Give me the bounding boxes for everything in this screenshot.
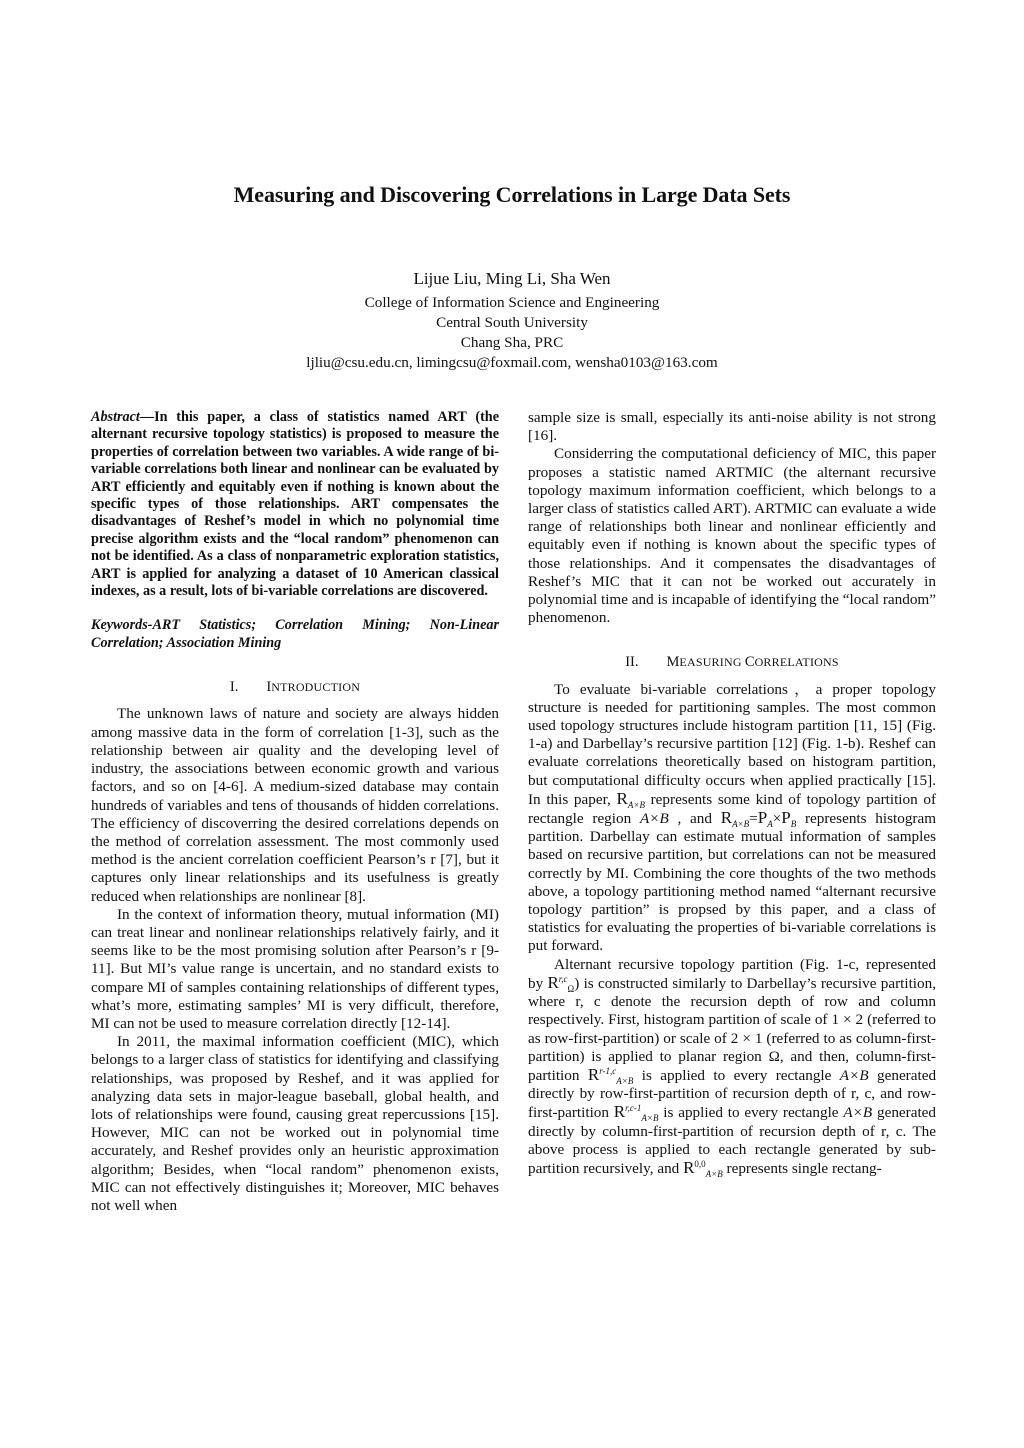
- math-sub: A×B: [627, 799, 645, 810]
- paper-authors: Lijue Liu, Ming Li, Sha Wen: [413, 269, 611, 288]
- abstract: [91, 409, 499, 600]
- math-AxB: A×B: [639, 810, 669, 828]
- section-heading-measuring: [528, 653, 936, 671]
- measuring-paragraph-2: [528, 956, 936, 1178]
- text-run: (referred to as column-first-partition) is applied to planar region: [528, 1029, 936, 1065]
- math-P: P: [781, 808, 791, 828]
- text-run: represents histogram partition. Darbellay can estimate mutual information of samples based on recursive partition, but correlations can not be measured correctly by MI. Combining the core thoughts of the two methods above, a topology partitioning method named “alternant recursive topology partition” is propsed by this paper, and a class of statistics for evaluating the properties of bi-variable correlations is put forward.: [528, 810, 937, 955]
- math-sup: r,c: [558, 973, 568, 984]
- text-run: represents single rectang-: [726, 1159, 882, 1177]
- section-title-rest: NTRODUCTION: [271, 680, 361, 695]
- math-R: R: [587, 1064, 600, 1084]
- text-run: To evaluate bi-variable correlations，a proper topology structure is needed for partitioning samples. The most common used topology structures include histogram partition [11, 15] (Fig. 1-a) and Darbellay’s recursive partition [12] (Fig. 1-b). Reshef can evaluate correlations theoretically based on histogram partition, but computational difficulty occurs when applied practically [15]. In this paper,: [528, 680, 936, 808]
- intro-paragraph-3: In 2011, the maximal information coefficient (MIC), which belongs to a larger class of statistics for identifying and classifying relationships, was proposed by Reshef, and it was applied for analyzing data sets in major-league baseball, global health, and lots of relationships were found, causing great repercussions [15]. However, MIC can not be worked out in polynomial time accurately, and Reshef provides only an heuristic approximation algorithm; Besides, when “local random” phenomenon exists, MIC can not effectively distinguishes it; Moreover, MIC behaves not well when: [91, 1033, 499, 1214]
- math-sub: A×B: [616, 1075, 634, 1086]
- math-R: R: [616, 788, 628, 808]
- math-AxB: A×B: [839, 1066, 869, 1084]
- section-title-initial: I: [266, 679, 272, 696]
- text-run: (referred to as row-first-partition) or scale of: [528, 1011, 936, 1047]
- text-run: , and then, column-first-partition: [528, 1047, 936, 1084]
- paper-title: Measuring and Discovering Correlations in Large Data Sets: [233, 182, 791, 207]
- measuring-paragraph-1: [528, 681, 936, 956]
- continued-paragraph: sample size is small, especially its anti-noise ability is not strong [16].: [528, 409, 936, 445]
- math-sup: r,c-1: [625, 1103, 642, 1114]
- math-sub: Ω: [567, 983, 575, 994]
- section-title-m: M: [666, 654, 680, 671]
- math-omega: Ω: [768, 1047, 780, 1065]
- text-run: represents some kind of topology partition of rectangle region: [528, 790, 937, 828]
- math-sub: B: [790, 819, 797, 830]
- left-column: [91, 409, 499, 1215]
- keywords: Keywords-ART Statistics; Correlation Mining; Non-Linear Correlation; Association Mining: [91, 617, 499, 651]
- text-run: ) is constructed similarly to Darbellay’s recursive partition, where r, c denote the recursion depth of row and column respectively. First, histogram partition of scale of: [528, 974, 936, 1029]
- section-title-c: C: [744, 654, 755, 671]
- math-sub: A×B: [732, 819, 750, 830]
- math-sup: r-1,c: [599, 1065, 617, 1076]
- math-R: R: [683, 1157, 695, 1177]
- intro-paragraph-2: In the context of information theory, mutual information (MI) can treat linear and nonlinear relationships relatively fairly, and it seems like to be the most promising solution after Pearson’s r [9-11]. But MI’s value range is uncertain, and no standard exists to compare MI of samples containing relationships of different types, what’s more, estimating samples’ MI is very difficult, therefore, MI can not be used to measure correlation directly [12-14].: [91, 905, 499, 1032]
- math-eq: =: [749, 810, 758, 828]
- affiliation-block: [0, 293, 1024, 373]
- intro-paragraph-1: The unknown laws of nature and society are always hidden among massive data in the form of correlation [1-3], such as the relationship between air quality and the developing level of industry, the associations between economic growth and various factors, and so on [4-6]. A medium-sized database may contain hundreds of variables and tens of thousands of hidden correlations. The efficiency of discoverring the desired correlations depends on the method of correlation assessment. The most commonly used method is the ancient correlation coefficient Pearson’s r [7], but it captures only linear relationships and its usefulness is greatly reduced when relationships are nonlinear [8].: [91, 705, 499, 905]
- section-number: I.: [229, 679, 239, 696]
- section-title-m-rest: EASURING: [679, 655, 745, 670]
- abstract-dash: —: [139, 409, 155, 425]
- text-run: generated directly by column-first-partition of recursion depth of r, c. The above process is applied to each rectangle generated by sub-partition recursively, and: [528, 1104, 937, 1177]
- math-R: R: [547, 972, 559, 992]
- math-P: P: [757, 808, 768, 828]
- math-sub: A×B: [641, 1113, 659, 1124]
- right-column: [528, 409, 936, 1178]
- affiliation-college: College of Information Science and Engineering: [364, 294, 660, 311]
- math-sub: A×B: [705, 1168, 723, 1179]
- math-AxB: A×B: [843, 1104, 873, 1122]
- text-run: generated directly by row-first-partition of recursion depth of r, c, and row-first-partition: [528, 1066, 937, 1122]
- text-run: is applied to every rectangle: [663, 1104, 839, 1122]
- text-run: , and: [677, 810, 712, 828]
- math-R: R: [720, 808, 733, 828]
- abstract-text: In this paper, a class of statistics named ART (the alternant recursive topology statistics) is proposed to measure the properties of correlation between two variables. A wide range of bi-variable correlations both linear and nonlinear can be evaluated by ART efficiently and equitably even if nothing is known about the specific types of those relationships. ART compensates the disadvantages of Reshef’s model in which no polynomial time precise algorithm exists and the “local random” phenomenon can not be identified. As a class of nonparametric exploration statistics, ART is applied for analyzing a dataset of 10 American classical indexes, as a result, lots of bi-variable correlations are discovered.: [91, 409, 499, 600]
- math-R: R: [613, 1102, 626, 1122]
- artmic-paragraph: Considerring the computational deficiency of MIC, this paper proposes a statistic named ARTMIC (the alternant recursive topology maximum information coefficient, which belongs to a larger class of statistics called ART). ARTMIC can evaluate a wide range of relationships both linear and nonlinear efficiently and equitably even if nothing is known about the specific types of those relationships. And it compensates the disadvantages of Reshef’s MIC that it can not be worked out accurately in polynomial time and is incapable of identifying the “local random” phenomenon.: [528, 445, 936, 627]
- math-times: ×: [772, 810, 782, 828]
- affiliation-university: Central South University: [436, 314, 588, 331]
- section-title-c-rest: ORRELATIONS: [754, 655, 839, 670]
- affiliation-city: Chang Sha, PRC: [460, 334, 564, 351]
- abstract-label: Abstract: [91, 409, 140, 425]
- math-2x1: 2 × 1: [730, 1029, 763, 1047]
- section-heading-introduction: [91, 678, 499, 696]
- text-run: is applied to every rectangle: [641, 1066, 832, 1084]
- math-sup: 0,0: [694, 1158, 706, 1169]
- math-sub: A: [767, 819, 773, 830]
- affiliation-emails: ljliu@csu.edu.cn, limingcsu@foxmail.com, wensha0103@163.com: [306, 354, 718, 371]
- section-number: II.: [625, 654, 639, 671]
- math-1x2: 1 × 2: [831, 1011, 864, 1029]
- text-run: Alternant recursive topology partition (Fig. 1-c, represented by: [528, 955, 936, 992]
